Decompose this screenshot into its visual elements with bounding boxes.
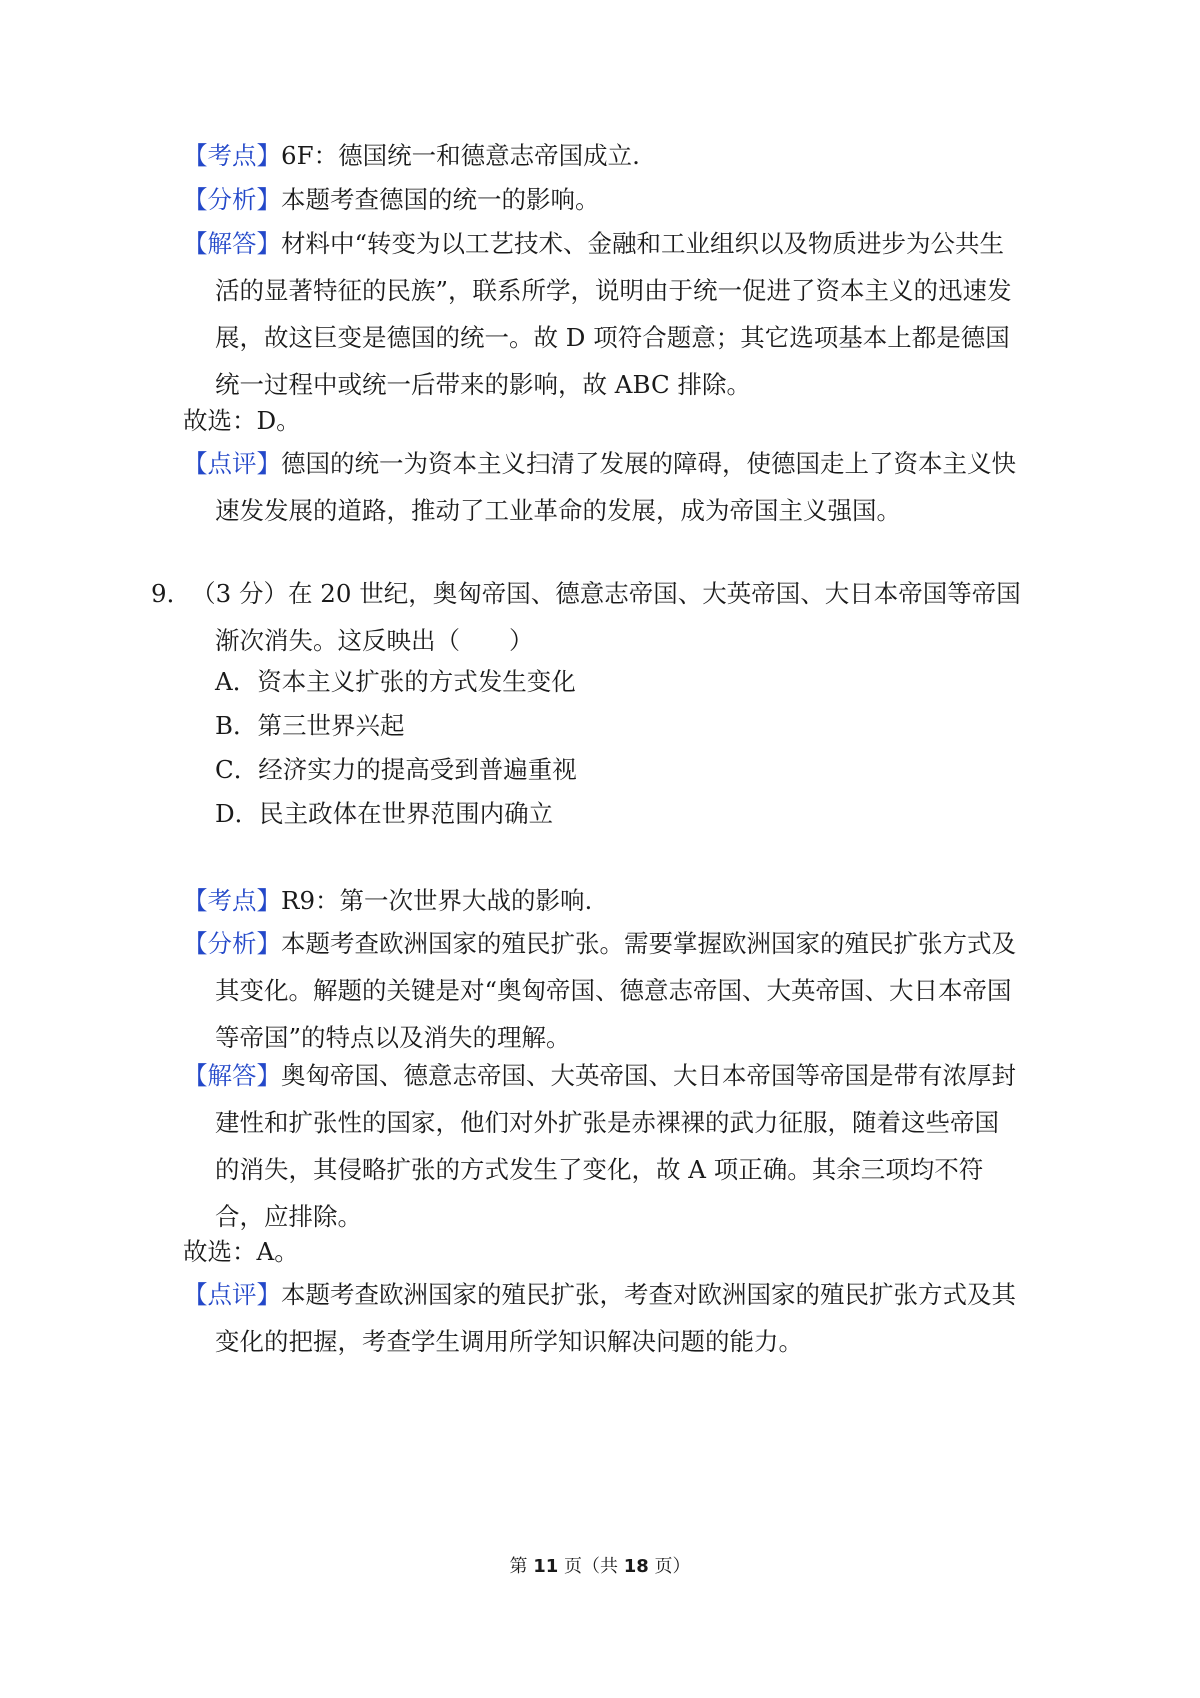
option-c: C．经济实力的提高受到普遍重视 <box>215 755 577 784</box>
guxuan-2: 故选：A。 <box>183 1237 299 1266</box>
dianping-tag: 【点评】 <box>183 1280 281 1309</box>
dianping-2 <box>183 1271 1023 1365</box>
fenxi-tag: 【分析】 <box>183 185 281 214</box>
footer-total-pages: 18 <box>623 1556 649 1577</box>
option-a: A．资本主义扩张的方式发生变化 <box>215 667 576 696</box>
fenxi-1 <box>183 176 1023 223</box>
fenxi-text: 本题考查欧洲国家的殖民扩张。需要掌握欧洲国家的殖民扩张方式及其变化。解题的关键是对“奥匈帝国、德意志帝国、大英帝国、大日本帝国等帝国”的特点以及消失的理解。 <box>215 929 1016 1052</box>
option-d: D．民主政体在世界范围内确立 <box>215 799 554 828</box>
footer-suffix: 页） <box>654 1556 691 1577</box>
kaodian-text: R9：第一次世界大战的影响. <box>281 886 593 915</box>
guxuan-1: 故选：D。 <box>183 406 301 435</box>
page-footer <box>0 1552 1200 1578</box>
question-9-stem <box>151 570 1023 664</box>
footer-middle: 页（共 <box>564 1556 618 1577</box>
fenxi-2 <box>183 920 1023 1061</box>
jieda-text: 奥匈帝国、德意志帝国、大英帝国、大日本帝国等帝国是带有浓厚封建性和扩张性的国家，他们对外扩张是赤裸裸的武力征服，随着这些帝国的消失，其侵略扩张的方式发生了变化，故 A 项正确。其余三项均不符合，应排除。 <box>215 1061 1016 1231</box>
jieda-tag: 【解答】 <box>183 229 281 258</box>
footer-current-page: 11 <box>533 1556 559 1577</box>
jieda-text: 材料中“转变为以工艺技术、金融和工业组织以及物质进步为公共生活的显著特征的民族”，联系所学，说明由于统一促进了资本主义的迅速发展，故这巨变是德国的统一。故 D 项符合题意；其它选项基本上都是德国统一过程中或统一后带来的影响，故 ABC 排除。 <box>215 229 1012 399</box>
jieda-1 <box>183 220 1023 408</box>
jieda-2 <box>183 1052 1023 1240</box>
kaodian-text: 6F：德国统一和德意志帝国成立. <box>281 141 640 170</box>
dianping-text: 本题考查欧洲国家的殖民扩张，考查对欧洲国家的殖民扩张方式及其变化的把握，考查学生调用所学知识解决问题的能力。 <box>215 1280 1016 1356</box>
kaodian-tag: 【考点】 <box>183 141 281 170</box>
footer-prefix: 第 <box>509 1556 528 1577</box>
fenxi-text: 本题考查德国的统一的影响。 <box>281 185 600 214</box>
option-b: B．第三世界兴起 <box>215 711 405 740</box>
kaodian-1 <box>183 132 1023 179</box>
question-number: 9． <box>151 579 192 608</box>
kaodian-2 <box>183 877 1023 924</box>
dianping-1 <box>183 440 1023 534</box>
dianping-tag: 【点评】 <box>183 449 281 478</box>
kaodian-tag: 【考点】 <box>183 886 281 915</box>
dianping-text: 德国的统一为资本主义扫清了发展的障碍，使德国走上了资本主义快速发发展的道路，推动了工业革命的发展，成为帝国主义强国。 <box>215 449 1016 525</box>
question-stem-text: （3 分）在 20 世纪，奥匈帝国、德意志帝国、大英帝国、大日本帝国等帝国渐次消失。这反映出（ ） <box>191 579 1021 655</box>
jieda-tag: 【解答】 <box>183 1061 281 1090</box>
fenxi-tag: 【分析】 <box>183 929 281 958</box>
